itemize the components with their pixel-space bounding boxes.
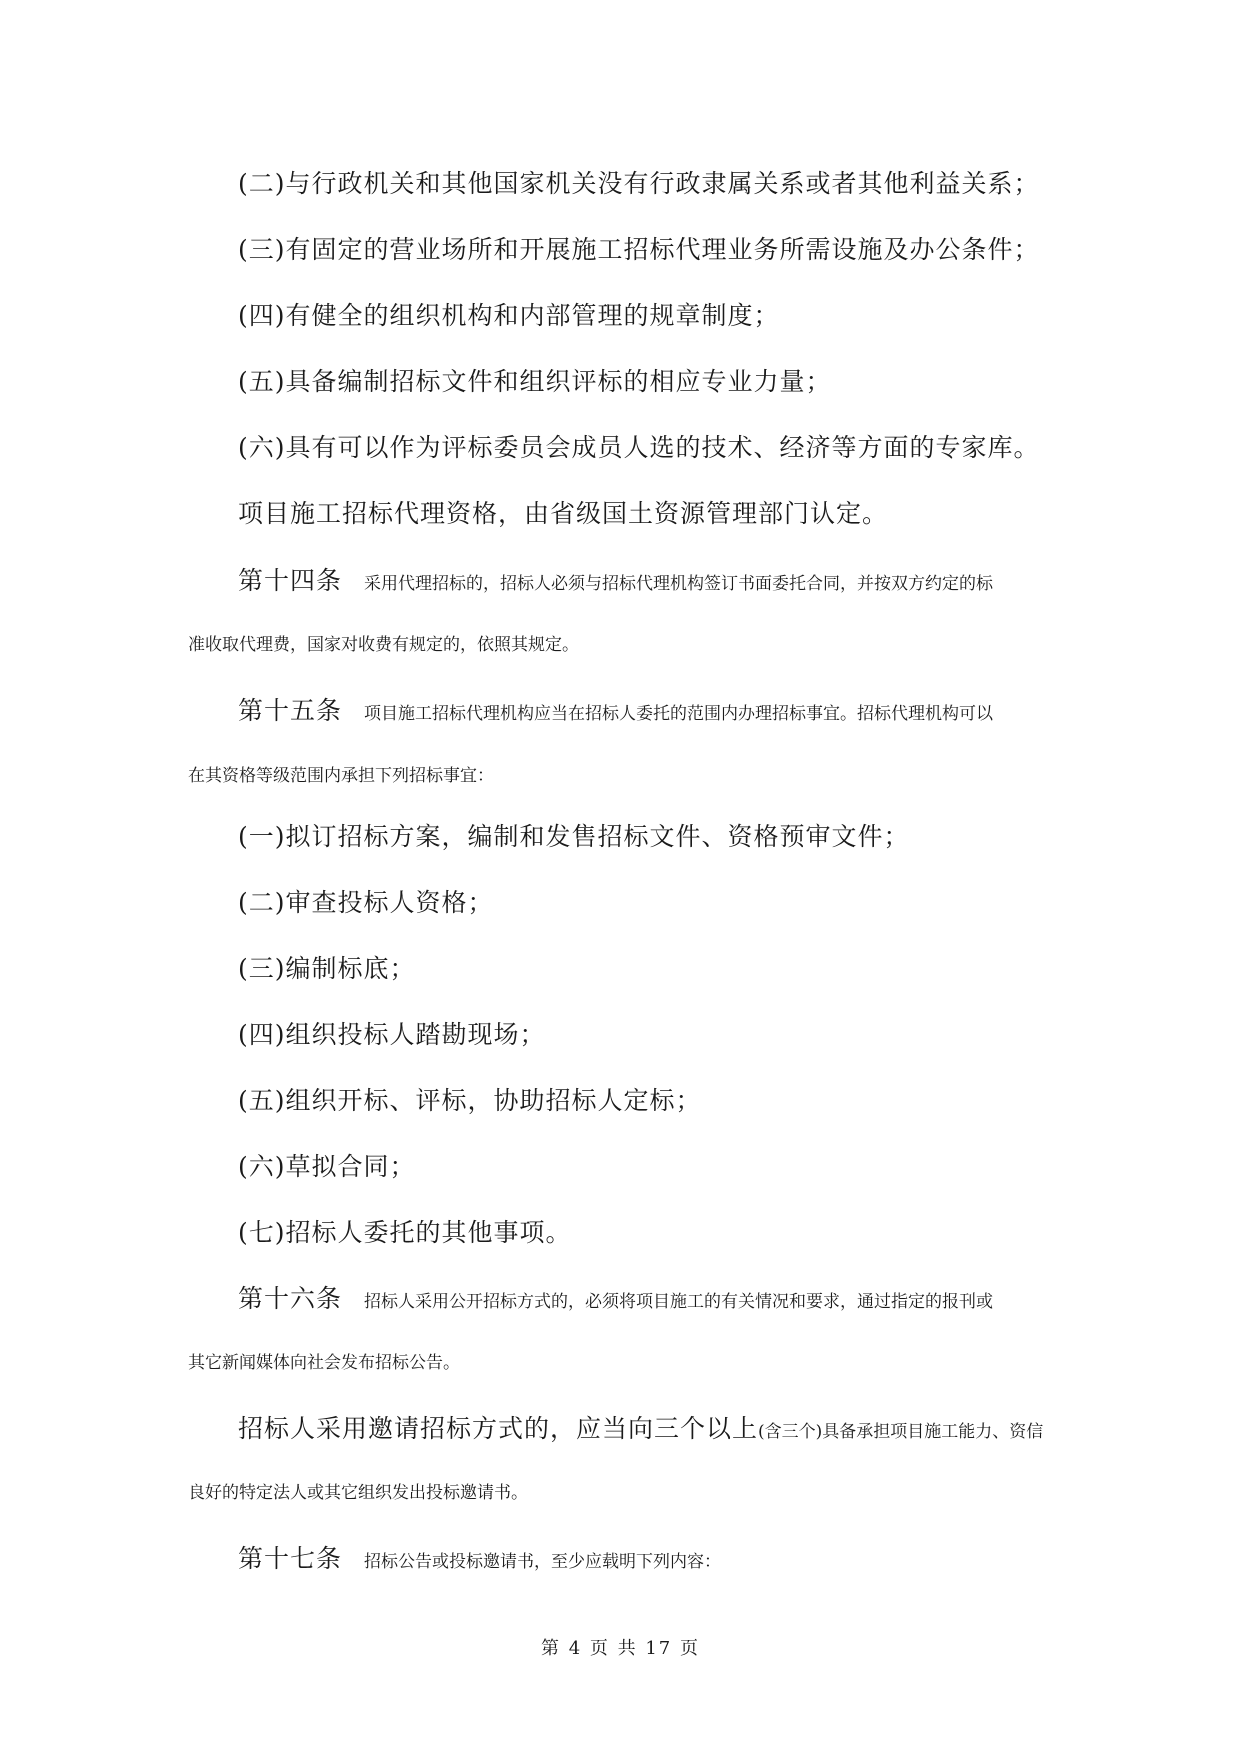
article-17-line-1 <box>238 1539 721 1575</box>
agency-item-5: (五)组织开标、评标，协助招标人定标； <box>238 1086 702 1115</box>
agency-item-7: (七)招标人委托的其他事项。 <box>238 1218 572 1247</box>
agency-item-4: (四)组织投标人踏勘现场； <box>238 1020 546 1049</box>
article-16-line-2: 其它新闻媒体向社会发布招标公告。 <box>188 1353 460 1373</box>
agency-item-1: (一)拟订招标方案，编制和发售招标文件、资格预审文件； <box>238 822 910 851</box>
condition-item-2: (二)与行政机关和其他国家机关没有行政隶属关系或者其他利益关系； <box>238 169 1040 198</box>
qualification-note: 项目施工招标代理资格，由省级国土资源管理部门认定。 <box>238 499 889 528</box>
condition-item-3: (三)有固定的营业场所和开展施工招标代理业务所需设施及办公条件； <box>238 235 1040 264</box>
agency-item-2: (二)审查投标人资格； <box>238 888 494 917</box>
condition-item-5: (五)具备编制招标文件和组织评标的相应专业力量； <box>238 367 832 396</box>
article-14-text: 采用代理招标的，招标人必须与招标代理机构签订书面委托合同，并按双方约定的标 <box>364 574 994 594</box>
invitation-text-c: 具备承担项目施工能力、资信 <box>822 1422 1044 1442</box>
invitation-paragraph-line-2: 良好的特定法人或其它组织发出投标邀请书。 <box>188 1483 528 1503</box>
article-16-heading: 第十六条 <box>238 1284 343 1313</box>
article-16-text: 招标人采用公开招标方式的，必须将项目施工的有关情况和要求，通过指定的报刊或 <box>364 1292 994 1312</box>
article-16-line-1 <box>238 1279 993 1315</box>
article-15-heading: 第十五条 <box>238 696 343 725</box>
article-15-line-2: 在其资格等级范围内承担下列招标事宜： <box>188 766 494 786</box>
condition-item-4: (四)有健全的组织机构和内部管理的规章制度； <box>238 301 780 330</box>
invitation-text-b: (含三个) <box>758 1422 823 1442</box>
page-footer: 第 4 页 共 17 页 <box>541 1638 700 1659</box>
invitation-text-a: 招标人采用邀请招标方式的，应当向三个以上 <box>238 1414 759 1443</box>
article-17-heading: 第十七条 <box>238 1544 343 1573</box>
agency-item-3: (三)编制标底； <box>238 954 416 983</box>
article-14-heading: 第十四条 <box>238 566 343 595</box>
agency-item-6: (六)草拟合同； <box>238 1152 416 1181</box>
invitation-paragraph-line-1 <box>238 1409 1043 1445</box>
article-17-text: 招标公告或投标邀请书，至少应载明下列内容： <box>364 1552 722 1572</box>
article-14-line-1 <box>238 561 993 597</box>
article-15-line-1 <box>238 691 993 727</box>
article-15-text: 项目施工招标代理机构应当在招标人委托的范围内办理招标事宜。招标代理机构可以 <box>364 704 994 724</box>
condition-item-6: (六)具有可以作为评标委员会成员人选的技术、经济等方面的专家库。 <box>238 433 1040 462</box>
article-14-line-2: 准收取代理费，国家对收费有规定的，依照其规定。 <box>188 635 579 655</box>
